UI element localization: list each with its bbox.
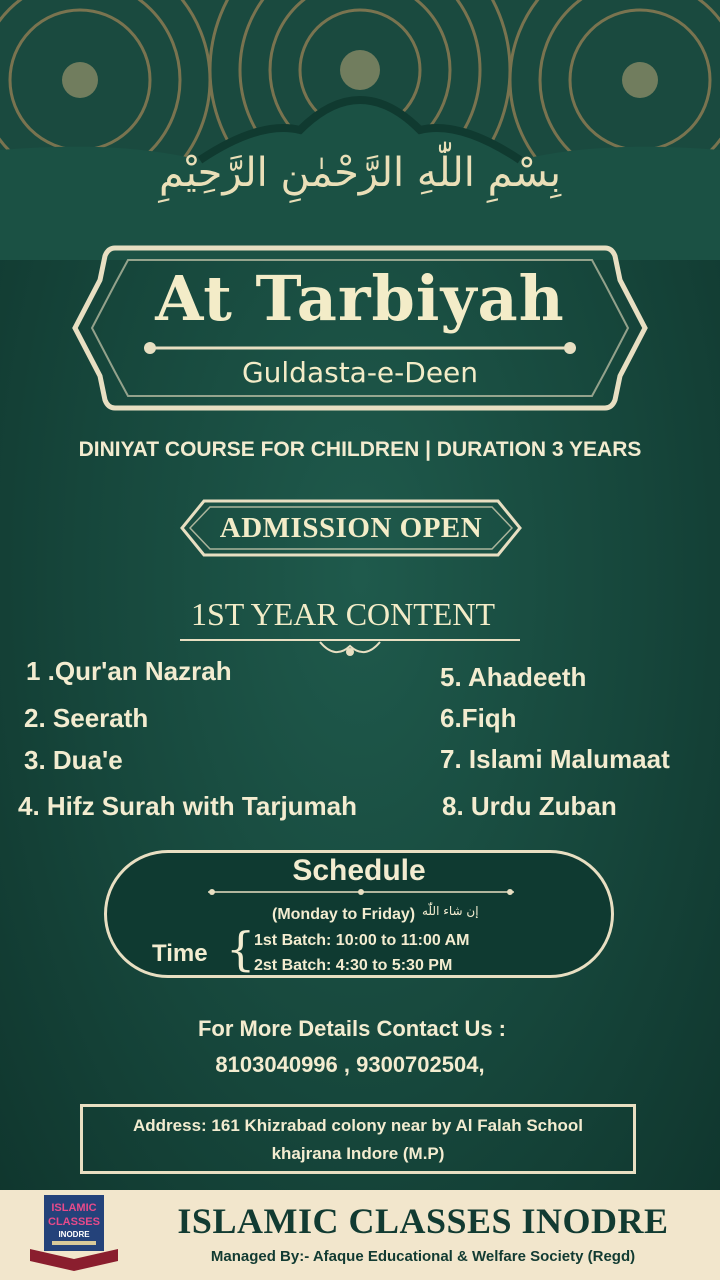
insha-allah-text: إن شاء اللّٰه [422,904,479,918]
content-item-3: 3. Dua'e [24,745,123,775]
batch-2: 2st Batch: 4:30 to 5:30 PM [254,957,453,974]
content-item-8: 8. Urdu Zuban [442,791,617,821]
content-heading: 1ST YEAR CONTENT [191,596,495,632]
islamic-classes-logo [22,1193,126,1273]
content-item-7: 7. Islami Malumaat [440,744,670,774]
schedule-days: (Monday to Friday) [272,906,416,923]
address-line-1: Address: 161 Khizrabad colony near by Al Falah School [133,1116,583,1135]
mandala-ornament-icon [0,0,720,260]
content-item-5: 5. Ahadeeth [440,662,587,692]
content-item-6: 6.Fiqh [440,703,517,733]
schedule-divider-icon [208,884,514,900]
content-item-2: 2. Seerath [24,703,149,733]
page-title: At Tarbiyah [155,262,565,335]
brace-icon: { [226,922,256,976]
course-description: DINIYAT COURSE FOR CHILDREN | DURATION 3 YEARS [78,438,642,461]
bismillah-calligraphy: بِسْمِ اللّٰهِ الرَّحْمٰنِ الرَّحِيْمِ [158,150,562,196]
page-subtitle: Guldasta-e-Deen [241,356,479,389]
logo-word-3: INODRE [58,1230,90,1239]
content-item-4: 4. Hifz Surah with Tarjumah [18,791,358,821]
logo-word-1: ISLAMIC [51,1202,97,1214]
address-line-2: khajrana Indore (M.P) [271,1144,445,1163]
logo-word-2: CLASSES [48,1216,100,1228]
content-item-1: 1 .Qur'an Nazrah [26,656,232,686]
contact-phones: 8103040996 , 9300702504, [215,1052,485,1077]
footer-managed-by: Managed By:- Afaque Educational & Welfare Society (Regd) [210,1248,636,1265]
batch-1: 1st Batch: 10:00 to 11:00 AM [254,932,470,949]
footer-title: ISLAMIC CLASSES INODRE [177,1201,669,1241]
admission-open-badge: ADMISSION OPEN [219,512,483,544]
time-label: Time [152,940,208,967]
schedule-title: Schedule [292,854,426,887]
contact-heading: For More Details Contact Us : [197,1016,507,1041]
